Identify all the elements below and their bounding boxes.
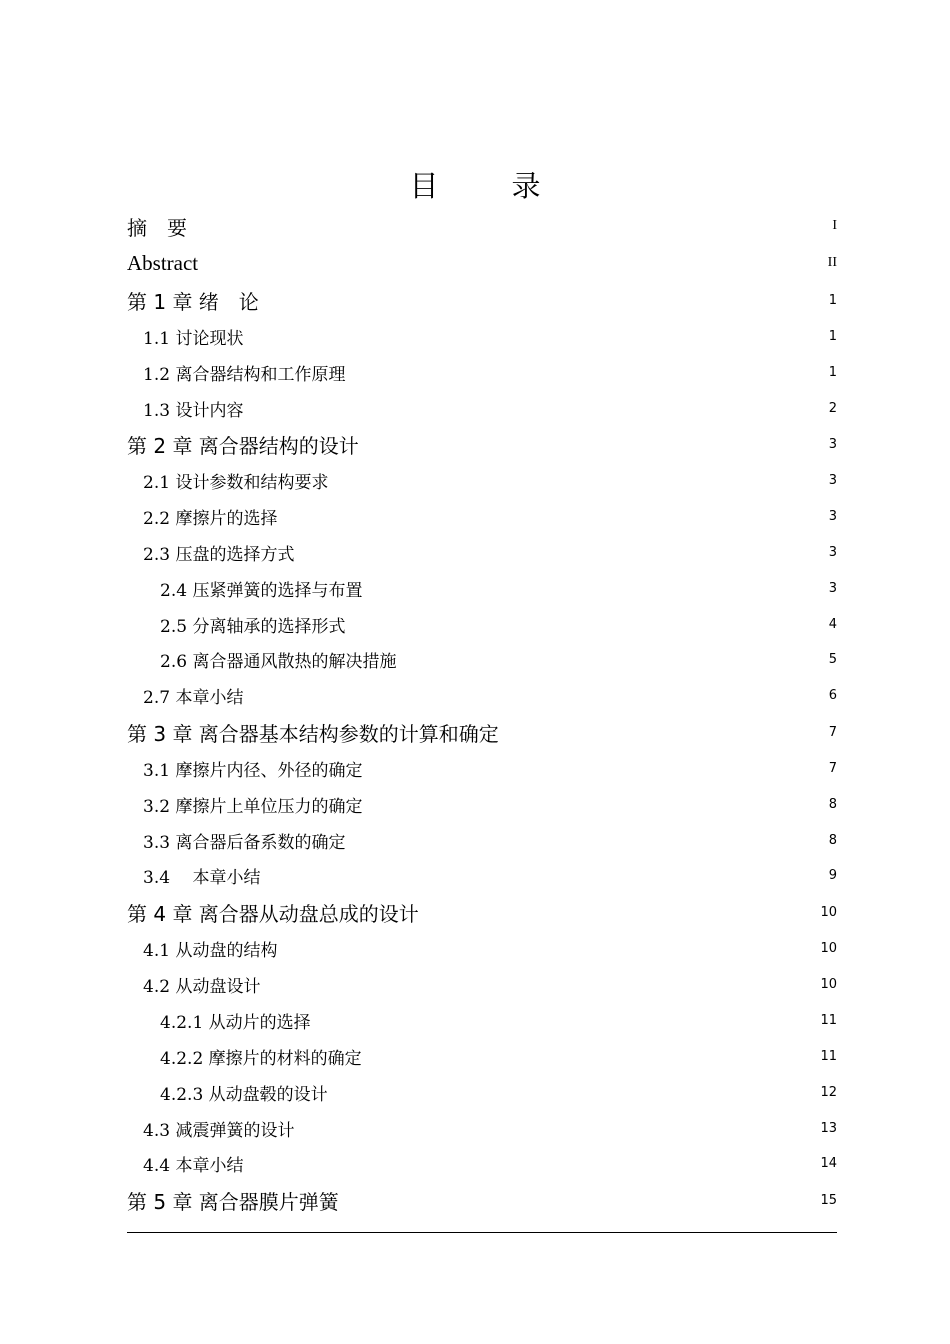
toc-entry-page: 10 bbox=[820, 904, 837, 920]
toc-entry-section[interactable] bbox=[127, 354, 837, 390]
toc-entry-page: 8 bbox=[828, 796, 837, 812]
toc-entry-label: 4.2.3 从动盘毂的设计 bbox=[160, 1084, 328, 1105]
toc-entry-section[interactable] bbox=[127, 930, 837, 966]
toc-entry-chapter-4[interactable] bbox=[127, 894, 837, 930]
toc-entry-label: Abstract bbox=[127, 250, 199, 275]
toc-entry-chapter-2[interactable] bbox=[127, 426, 837, 462]
toc-entry-subsection[interactable] bbox=[127, 570, 837, 606]
toc-entry-abstract-cn[interactable] bbox=[127, 208, 837, 244]
toc-entry-section[interactable] bbox=[127, 966, 837, 1002]
toc-entry-chapter-5[interactable] bbox=[127, 1182, 837, 1218]
toc-entry-subsection[interactable] bbox=[127, 1038, 837, 1074]
toc-entry-label: 4.2 从动盘设计 bbox=[143, 976, 261, 997]
toc-entry-label: 2.7 本章小结 bbox=[143, 687, 244, 708]
toc-entry-abstract-en[interactable] bbox=[127, 245, 837, 281]
toc-entry-label: 4.1 从动盘的结构 bbox=[143, 940, 278, 961]
toc-entry-subsection[interactable] bbox=[127, 1074, 837, 1110]
toc-entry-subsection[interactable] bbox=[127, 1002, 837, 1038]
toc-entry-label: 4.4 本章小结 bbox=[143, 1155, 244, 1176]
toc-entry-section[interactable] bbox=[127, 462, 837, 498]
toc-entry-label: 2.4 压紧弹簧的选择与布置 bbox=[160, 580, 363, 601]
toc-entry-label: 第 4 章 离合器从动盘总成的设计 bbox=[127, 901, 419, 926]
toc-entry-section[interactable] bbox=[127, 750, 837, 786]
toc-entry-page: 3 bbox=[828, 472, 837, 488]
toc-entry-label: 2.2 摩擦片的选择 bbox=[143, 508, 278, 529]
toc-entry-subsection[interactable] bbox=[127, 606, 837, 642]
toc-entry-section[interactable] bbox=[127, 786, 837, 822]
toc-entry-page: 10 bbox=[820, 976, 837, 992]
toc-entry-section[interactable] bbox=[127, 390, 837, 426]
toc-entry-label: 1.1 讨论现状 bbox=[143, 328, 244, 349]
toc-entry-label: 2.6 离合器通风散热的解决措施 bbox=[160, 651, 397, 672]
toc-entry-section[interactable] bbox=[127, 822, 837, 858]
toc-entry-label: 1.3 设计内容 bbox=[143, 400, 244, 421]
toc-entry-page: 7 bbox=[828, 724, 837, 740]
toc-entry-page: 11 bbox=[820, 1048, 837, 1064]
toc-entry-label: 1.2 离合器结构和工作原理 bbox=[143, 364, 346, 385]
toc-entry-section[interactable] bbox=[127, 534, 837, 570]
toc-entry-page: 3 bbox=[828, 436, 837, 452]
toc-entry-page: 2 bbox=[828, 400, 837, 416]
toc-entry-label: 2.1 设计参数和结构要求 bbox=[143, 472, 329, 493]
toc-entry-label: 摘 要 bbox=[127, 215, 187, 240]
toc-entry-section[interactable] bbox=[127, 857, 837, 893]
toc-entry-page: 9 bbox=[828, 867, 837, 883]
toc-entry-page: 12 bbox=[820, 1084, 837, 1100]
toc-entry-section[interactable] bbox=[127, 318, 837, 354]
toc-entry-label: 2.3 压盘的选择方式 bbox=[143, 544, 295, 565]
page-title: 目 录 bbox=[409, 169, 563, 203]
toc-entry-section[interactable] bbox=[127, 1145, 837, 1181]
toc-entry-label: 4.3 减震弹簧的设计 bbox=[143, 1120, 295, 1141]
toc-entry-page: 4 bbox=[828, 616, 837, 632]
toc-entry-page: 5 bbox=[828, 651, 837, 667]
toc-entry-chapter-1[interactable] bbox=[127, 282, 837, 318]
toc-entry-label: 3.1 摩擦片内径、外径的确定 bbox=[143, 760, 363, 781]
toc-entry-label: 3.4 本章小结 bbox=[143, 867, 261, 888]
toc-entry-label: 3.2 摩擦片上单位压力的确定 bbox=[143, 796, 363, 817]
toc-entry-page: 1 bbox=[828, 364, 837, 380]
toc-entry-page: 3 bbox=[828, 580, 837, 596]
bottom-divider bbox=[127, 1232, 837, 1233]
toc-entry-page: 6 bbox=[828, 687, 837, 703]
toc-entry-page: 10 bbox=[820, 940, 837, 956]
toc-entry-label: 4.2.1 从动片的选择 bbox=[160, 1012, 311, 1033]
toc-entry-label: 2.5 分离轴承的选择形式 bbox=[160, 616, 346, 637]
toc-entry-section[interactable] bbox=[127, 498, 837, 534]
toc-entry-page: I bbox=[832, 218, 837, 233]
toc-entry-label: 4.2.2 摩擦片的材料的确定 bbox=[160, 1048, 362, 1069]
toc-entry-section[interactable] bbox=[127, 1110, 837, 1146]
toc-entry-page: 1 bbox=[828, 292, 837, 308]
toc-entry-label: 第 2 章 离合器结构的设计 bbox=[127, 433, 359, 458]
toc-entry-page: 7 bbox=[828, 760, 837, 776]
toc-entry-label: 第 3 章 离合器基本结构参数的计算和确定 bbox=[127, 721, 499, 746]
toc-entry-page: 15 bbox=[820, 1192, 837, 1208]
toc-entry-page: 14 bbox=[820, 1155, 837, 1171]
toc-entry-page: 3 bbox=[828, 508, 837, 524]
toc-entry-section[interactable] bbox=[127, 677, 837, 713]
toc-entry-page: 1 bbox=[828, 328, 837, 344]
toc-entry-chapter-3[interactable] bbox=[127, 714, 837, 750]
toc-entry-page: 13 bbox=[820, 1120, 837, 1136]
toc-entry-page: 8 bbox=[828, 832, 837, 848]
toc-entry-page: 11 bbox=[820, 1012, 837, 1028]
toc-entry-label: 第 1 章 绪 论 bbox=[127, 289, 259, 314]
toc-entry-label: 第 5 章 离合器膜片弹簧 bbox=[127, 1189, 339, 1214]
toc-entry-page: II bbox=[827, 255, 837, 270]
toc-entry-label: 3.3 离合器后备系数的确定 bbox=[143, 832, 346, 853]
toc-entry-subsection[interactable] bbox=[127, 641, 837, 677]
toc-entry-page: 3 bbox=[828, 544, 837, 560]
